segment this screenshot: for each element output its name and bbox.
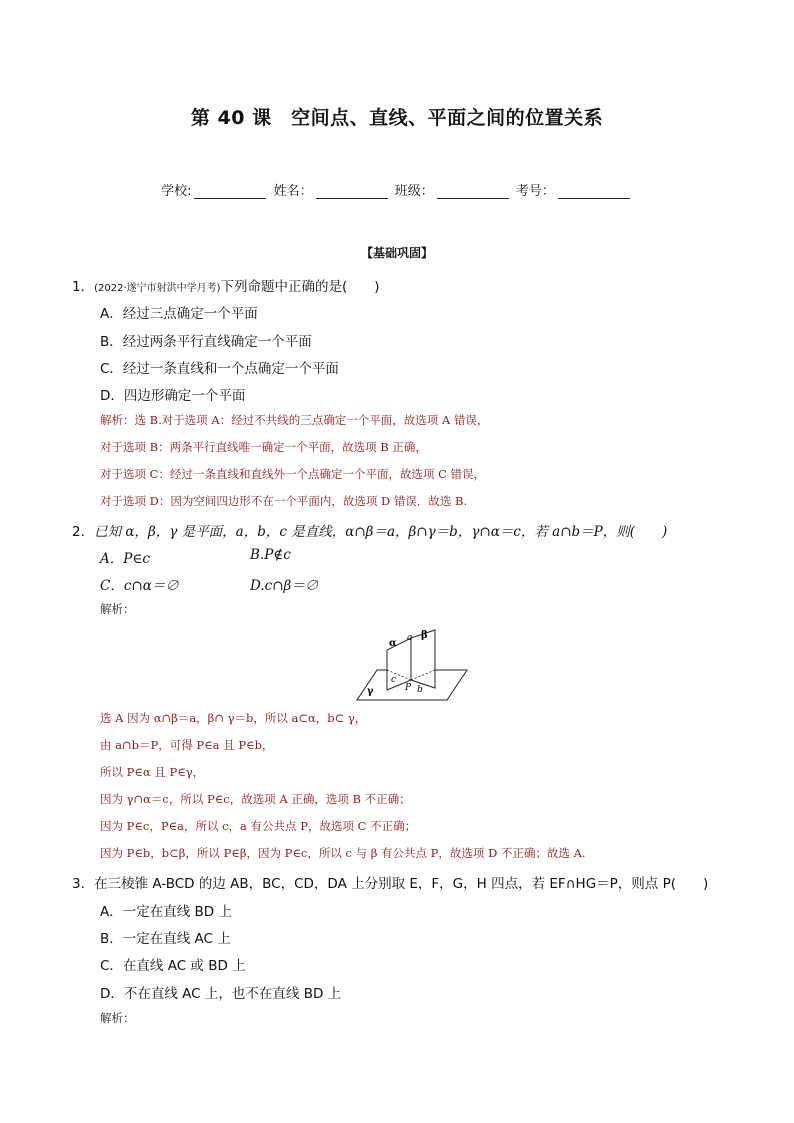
name-blank[interactable] [316, 185, 388, 199]
question-number: 3． [72, 876, 95, 892]
school-blank[interactable] [194, 185, 266, 199]
question-source: (2022·遂宁市射洪中学月考) [94, 283, 221, 294]
question-3-stem [72, 872, 708, 892]
q2-analysis-line: 由 a∩b＝P，可得 P∈a 且 P∈b， [100, 738, 274, 752]
q2-analysis-line: 所以 P∈α 且 P∈γ， [100, 765, 205, 779]
q1-option-d: D．四边形确定一个平面 [100, 388, 246, 404]
q3-option-c: C．在直线 AC 或 BD 上 [100, 958, 246, 974]
exam-no-blank[interactable] [558, 185, 630, 199]
student-info-line [0, 180, 794, 199]
q2-analysis-line: 因为 P∈c，P∈a，所以 c，a 有公共点 P，故选项 C 不正确； [100, 819, 417, 833]
question-text: 已知 α，β，γ 是平面，a，b，c 是直线，α∩β＝a，β∩γ＝b，γ∩α＝c，若 a∩b＝P，则( ) [94, 524, 668, 540]
class-blank[interactable] [437, 185, 509, 199]
q3-option-a: A．一定在直线 BD 上 [100, 904, 232, 920]
q2-analysis-line: 因为 P∈b，b⊂β，所以 P∈β，因为 P∈c，所以 c 与 β 有公共点 P，故选项 D 不正确；故选 A. [100, 846, 586, 860]
q3-option-b: B．一定在直线 AC 上 [100, 931, 231, 947]
q2-option-d: D.c∩β＝∅ [250, 578, 319, 594]
q2-option-a: A．P∈c [100, 551, 150, 567]
name-label: 姓名： [273, 184, 313, 199]
label-b: b [417, 685, 423, 695]
label-alpha: α [389, 638, 397, 649]
question-2-stem [72, 520, 667, 540]
question-number: 1． [72, 279, 95, 295]
q2-analysis-label: 解析： [100, 602, 135, 616]
q1-analysis-line: 对于选项 B：两条平行直线唯一确定一个平面，故选项 B 正确， [100, 440, 427, 454]
q2-analysis-line: 因为 γ∩α＝c，所以 P∈c，故选项 A 正确，选项 B 不正确； [100, 792, 411, 806]
q3-option-d: D．不在直线 AC 上，也不在直线 BD 上 [100, 986, 342, 1002]
label-a: a [407, 633, 413, 643]
exam-no-label: 考号： [515, 184, 555, 199]
label-gamma: γ [367, 686, 374, 697]
question-number: 2． [72, 524, 95, 540]
q1-option-a: A．经过三点确定一个平面 [100, 306, 258, 322]
q2-option-c: C．c∩α＝∅ [100, 578, 179, 594]
planes-figure [355, 622, 470, 702]
q3-analysis-label: 解析： [100, 1011, 135, 1025]
school-label: 学校: [161, 184, 192, 199]
class-label: 班级： [394, 184, 434, 199]
q2-option-b: B.P∉c [250, 547, 291, 563]
label-c: c [391, 675, 397, 685]
question-1-stem [72, 275, 380, 295]
question-text: 在三棱锥 A-BCD 的边 AB，BC，CD，DA 上分别取 E，F，G，H 四点，若 EF∩HG＝P，则点 P( ) [94, 876, 709, 892]
q1-option-b: B．经过两条平行直线确定一个平面 [100, 334, 312, 350]
label-beta: β [421, 630, 428, 641]
page-title: 第 40 课 空间点、直线、平面之间的位置关系 [190, 107, 604, 129]
q2-analysis-line: 选 A 因为 α∩β＝a，β∩ γ＝b，所以 a⊂α，b⊂ γ， [100, 711, 367, 725]
question-text: 下列命题中正确的是( ) [220, 279, 380, 295]
q1-analysis-line: 解析：选 B.对于选项 A：经过不共线的三点确定一个平面，故选项 A 错误， [100, 413, 489, 427]
section-title: 【基础巩固】 [360, 246, 433, 260]
label-P: P [405, 683, 412, 693]
q1-option-c: C．经过一条直线和一个点确定一个平面 [100, 361, 339, 377]
q1-analysis-line: 对于选项 C：经过一条直线和直线外一个点确定一个平面，故选项 C 错误， [100, 467, 486, 481]
q1-analysis-line: 对于选项 D：因为空间四边形不在一个平面内，故选项 D 错误．故选 B. [100, 494, 468, 508]
